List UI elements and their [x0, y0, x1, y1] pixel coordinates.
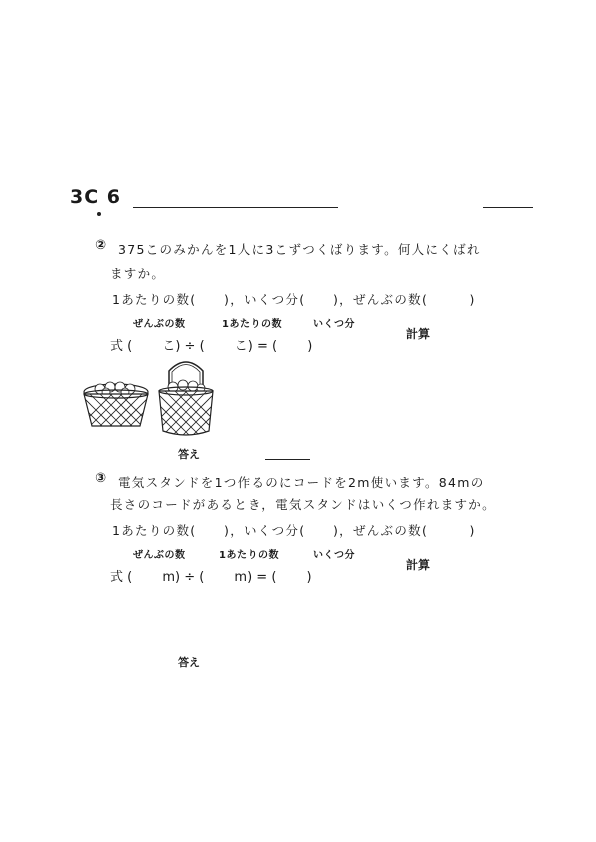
q3-label-count: いくつ分	[313, 550, 355, 561]
score-line[interactable]	[483, 207, 533, 208]
q2-answer-label: 答え	[178, 448, 200, 461]
q2-text-line2: ますか。	[110, 266, 166, 281]
q3-number: ③	[95, 471, 107, 486]
q2-formula: 式 ( こ) ÷ ( こ) = ( )	[110, 339, 313, 354]
basket-of-oranges-icon	[80, 380, 152, 430]
q3-calc-label: 計算	[406, 558, 431, 572]
q3-roles-line: 1あたりの数( )，いくつ分( )，ぜんぶの数( )	[112, 523, 476, 538]
q2-text-line1: 375このみかんを1人に3こずつくばります。何人にくばれ	[118, 242, 481, 257]
q3-text-line2: 長さのコードがあるとき，電気スタンドはいくつ作れますか。	[110, 497, 496, 512]
q2-label-total: ぜんぶの数	[133, 319, 186, 330]
bullet-dot	[97, 212, 101, 216]
q3-label-total: ぜんぶの数	[133, 550, 186, 561]
basket-with-handle-icon	[155, 357, 217, 439]
q2-calc-label: 計算	[406, 327, 431, 341]
q2-label-per: 1あたりの数	[222, 319, 282, 330]
q3-formula: 式 ( m) ÷ ( m) = ( )	[110, 570, 312, 585]
q3-text-line1: 電気スタンドを1つ作るのにコードを2m使います。84mの	[118, 475, 485, 490]
q2-roles-line: 1あたりの数( )，いくつ分( )，ぜんぶの数( )	[112, 292, 476, 307]
q3-answer-label: 答え	[178, 656, 200, 669]
q3-label-per: 1あたりの数	[219, 550, 279, 561]
q2-label-count: いくつ分	[313, 319, 355, 330]
q2-number: ②	[95, 238, 107, 253]
q2-answer-line[interactable]	[265, 459, 310, 460]
worksheet-code: 3C 6	[70, 186, 121, 208]
name-line[interactable]	[133, 207, 338, 208]
